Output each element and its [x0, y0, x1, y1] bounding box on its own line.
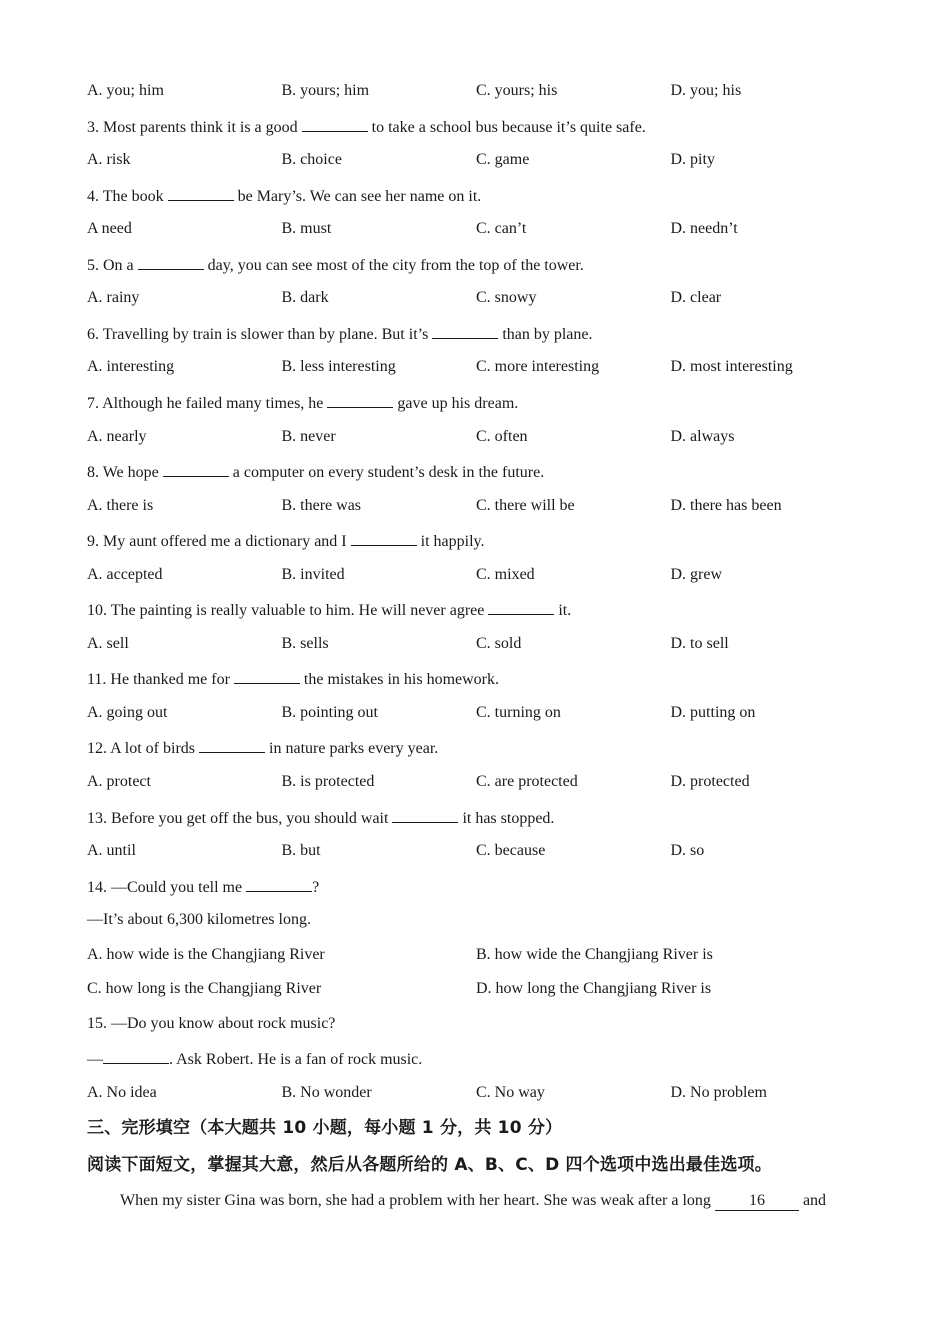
question-3: [87, 115, 890, 137]
question-stem: 10. The painting is really valuable to him. He will never agree: [87, 602, 485, 619]
option-c: C. because: [476, 842, 546, 859]
answer-blank: [392, 806, 458, 823]
option-d: D. you; his: [670, 82, 742, 99]
answer-blank: [199, 736, 265, 753]
question-stem-end: ?: [312, 879, 320, 896]
option-c: C. more interesting: [476, 358, 600, 375]
option-c: C. mixed: [476, 566, 535, 583]
option-a: A. interesting: [87, 358, 175, 375]
question-9-options: [87, 564, 890, 586]
question-stem-end: it has stopped.: [462, 810, 555, 827]
question-stem-end: gave up his dream.: [397, 395, 519, 412]
question-12-options: [87, 771, 890, 793]
question-stem-end: the mistakes in his homework.: [303, 671, 500, 688]
reply-dash: —: [87, 1051, 103, 1068]
answer-blank: [163, 460, 229, 477]
question-5: [87, 253, 890, 275]
option-d: D. so: [670, 842, 705, 859]
question-stem: 7. Although he failed many times, he: [87, 395, 324, 412]
question-stem: 4. The book: [87, 188, 164, 205]
answer-blank: [351, 529, 417, 546]
answer-blank: [246, 875, 312, 892]
reply-text: . Ask Robert. He is a fan of rock music.: [169, 1051, 423, 1068]
option-a: A. there is: [87, 497, 154, 514]
passage-text-end: and: [802, 1192, 827, 1209]
option-d: D. putting on: [670, 704, 756, 721]
option-b: B. less interesting: [281, 358, 396, 375]
numbered-blank: 16: [715, 1192, 799, 1211]
question-stem: 12. A lot of birds: [87, 740, 196, 757]
q2-options: [87, 80, 890, 102]
question-14-options-row2: [87, 978, 890, 1000]
question-11-options: [87, 702, 890, 724]
question-15-reply: [87, 1047, 890, 1069]
option-a: A. sell: [87, 635, 129, 652]
question-11: [87, 667, 890, 689]
question-stem-end: it.: [558, 602, 572, 619]
question-stem: 9. My aunt offered me a dictionary and I: [87, 533, 347, 550]
answer-blank: [168, 184, 234, 201]
option-b: B. but: [281, 842, 321, 859]
question-stem: 8. We hope: [87, 464, 159, 481]
option-b: B. dark: [281, 289, 329, 306]
question-stem-end: be Mary’s. We can see her name on it.: [237, 188, 482, 205]
option-a: A. how wide is the Changjiang River: [87, 946, 325, 963]
option-d: D. pity: [670, 151, 715, 168]
answer-blank: [234, 667, 300, 684]
option-d: D. No problem: [670, 1084, 767, 1101]
question-12: [87, 736, 890, 758]
option-c: C. how long is the Changjiang River: [87, 980, 322, 997]
question-13-options: [87, 840, 890, 862]
option-d: D. there has been: [670, 497, 782, 514]
option-b: B. never: [281, 428, 336, 445]
section-3-instruction: 阅读下面短文，掌握其大意，然后从各题所给的 A、B、C、D 四个选项中选出最佳选项。: [87, 1155, 772, 1175]
question-13: [87, 806, 890, 828]
option-c: C. can’t: [476, 220, 527, 237]
option-a: A. until: [87, 842, 136, 859]
option-c: C. often: [476, 428, 528, 445]
question-10: [87, 598, 890, 620]
option-b: B. choice: [281, 151, 342, 168]
question-14: [87, 875, 890, 897]
option-d: D. always: [670, 428, 735, 445]
option-b: B. must: [281, 220, 332, 237]
option-c: C. game: [476, 151, 530, 168]
option-c: C. are protected: [476, 773, 578, 790]
option-a: A. you; him: [87, 82, 164, 99]
question-6: [87, 322, 890, 344]
question-7-options: [87, 426, 890, 448]
passage-text: When my sister Gina was born, she had a problem with her heart. She was weak after a long: [120, 1192, 711, 1209]
option-b: B. there was: [281, 497, 362, 514]
question-3-options: [87, 149, 890, 171]
option-d: D. grew: [670, 566, 723, 583]
question-6-options: [87, 356, 890, 378]
option-d: D. to sell: [670, 635, 729, 652]
option-d: D. needn’t: [670, 220, 738, 237]
option-b: B. is protected: [281, 773, 375, 790]
question-stem: 5. On a: [87, 257, 134, 274]
question-stem-end: it happily.: [420, 533, 485, 550]
question-stem: 11. He thanked me for: [87, 671, 230, 688]
option-b: B. how wide the Changjiang River is: [476, 946, 713, 963]
question-stem: 3. Most parents think it is a good: [87, 119, 298, 136]
question-stem-end: in nature parks every year.: [269, 740, 439, 757]
option-b: B. pointing out: [281, 704, 378, 721]
option-c: C. snowy: [476, 289, 537, 306]
option-d: D. clear: [670, 289, 722, 306]
question-stem: 6. Travelling by train is slower than by plane. But it’s: [87, 326, 429, 343]
passage-line: [120, 1190, 890, 1212]
option-c: C. yours; his: [476, 82, 558, 99]
answer-blank: [488, 598, 554, 615]
question-15: 15. —Do you know about rock music?: [87, 1015, 336, 1032]
question-7: [87, 391, 890, 413]
question-stem-end: than by plane.: [502, 326, 593, 343]
answer-blank: [138, 253, 204, 270]
question-stem: 13. Before you get off the bus, you should wait: [87, 810, 389, 827]
option-b: B. sells: [281, 635, 329, 652]
section-3-title: 三、完形填空（本大题共 10 小题，每小题 1 分，共 10 分）: [87, 1118, 563, 1138]
option-a: A. No idea: [87, 1084, 157, 1101]
option-c: C. No way: [476, 1084, 545, 1101]
option-a: A need: [87, 220, 132, 237]
question-4: [87, 184, 890, 206]
answer-blank: [103, 1047, 169, 1064]
question-stem-end: a computer on every student’s desk in the future.: [232, 464, 545, 481]
option-a: A. going out: [87, 704, 168, 721]
option-a: A. risk: [87, 151, 131, 168]
option-d: D. how long the Changjiang River is: [476, 980, 712, 997]
question-8-options: [87, 495, 890, 517]
option-d: D. protected: [670, 773, 750, 790]
option-a: A. nearly: [87, 428, 147, 445]
question-8: [87, 460, 890, 482]
question-stem: 14. —Could you tell me: [87, 879, 243, 896]
answer-blank: [432, 322, 498, 339]
question-4-options: [87, 218, 890, 240]
question-14-reply: —It’s about 6,300 kilometres long.: [87, 911, 311, 928]
option-d: D. most interesting: [670, 358, 793, 375]
option-a: A. accepted: [87, 566, 163, 583]
option-c: C. turning on: [476, 704, 561, 721]
option-b: B. invited: [281, 566, 345, 583]
option-b: B. yours; him: [281, 82, 370, 99]
option-a: A. protect: [87, 773, 151, 790]
question-9: [87, 529, 890, 551]
question-10-options: [87, 633, 890, 655]
question-5-options: [87, 287, 890, 309]
option-a: A. rainy: [87, 289, 140, 306]
option-c: C. sold: [476, 635, 522, 652]
question-14-options-row1: [87, 944, 890, 966]
question-stem-end: day, you can see most of the city from the top of the tower.: [207, 257, 584, 274]
answer-blank: [302, 115, 368, 132]
question-stem-end: to take a school bus because it’s quite safe.: [371, 119, 646, 136]
option-c: C. there will be: [476, 497, 575, 514]
answer-blank: [327, 391, 393, 408]
question-15-options: [87, 1082, 890, 1104]
option-b: B. No wonder: [281, 1084, 372, 1101]
